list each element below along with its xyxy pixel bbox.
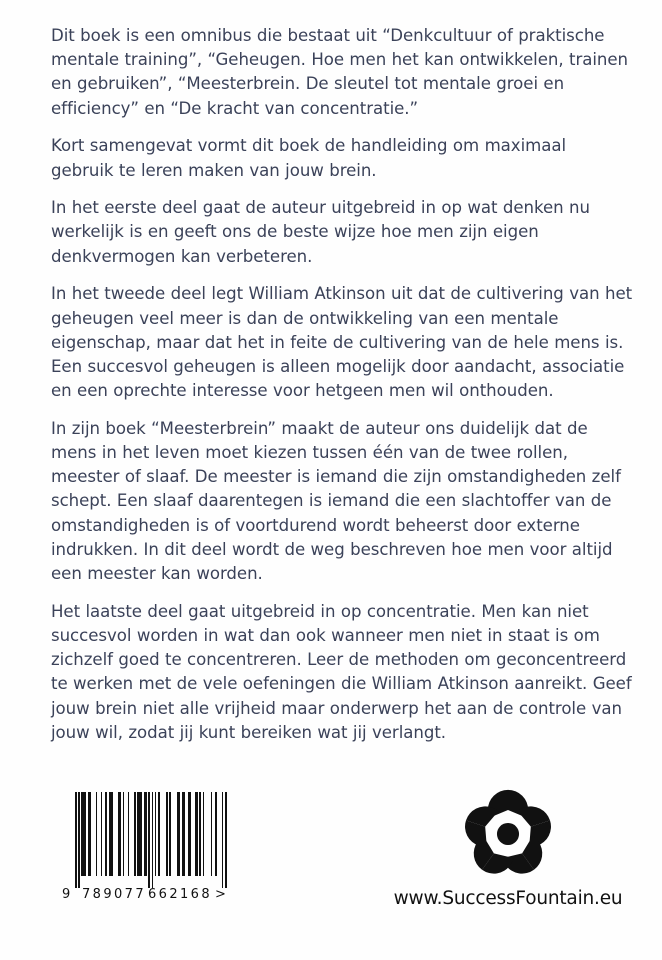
success-fountain-flower-logo-icon <box>460 786 556 882</box>
barcode-lead-digit: 9 <box>62 887 73 902</box>
blurb-paragraph-3: In het eerste deel gaat de auteur uitgebreid in op wat denken nu werkelijk is en geeft ons de beste wijze hoe men zijn eigen denkvermogen kan verbeteren. <box>51 198 590 266</box>
publisher-logo-block <box>388 786 628 909</box>
barcode-bars <box>75 792 227 888</box>
publisher-website-url: www.SuccessFountain.eu <box>393 888 623 909</box>
barcode-digits <box>60 887 250 907</box>
barcode-bar <box>225 792 227 888</box>
back-cover-blurb <box>51 24 633 745</box>
barcode-tail-marker: > <box>215 887 226 902</box>
isbn-barcode <box>60 792 250 907</box>
blurb-paragraph-4: In het tweede deel legt William Atkinson uit dat de cultivering van het geheugen veel meer is dan de ontwikkeling van een mentale eigenschap, maar dat het in feite de cultivering van de hele mens is. Een succesvol geheugen is alleen mogelijk door aandacht, associatie en een oprechte interesse voor hetgeen men wil onthouden. <box>51 284 633 401</box>
back-cover-footer <box>0 780 662 960</box>
blurb-paragraph-6: Het laatste deel gaat uitgebreid in op concentratie. Men kan niet succesvol worden in wat dan ook wanneer men niet in staat is om zichzelf goed te concentreren. Leer de methoden om geconcentreerd te werken met de vele oefeningen die William Atkinson aanreikt. Geef jouw brein niet alle vrijheid maar onderwerp het aan de controle van jouw wil, zodat jij kunt bereiken wat jij verlangt. <box>51 601 632 742</box>
blurb-paragraph-5: In zijn boek “Meesterbrein” maakt de auteur ons duidelijk dat de mens in het leven moet kiezen tussen één van de twee rollen, meester of slaaf. De meester is iemand die zijn omstandigheden zelf schept. Een slaaf daarentegen is iemand die een slachtoffer van de omstandigheden is of voortdurend wordt beheerst door externe indrukken. In dit deel wordt de weg beschreven hoe men voor altijd een meester kan worden. <box>51 418 621 584</box>
blurb-paragraph-2: Kort samengevat vormt dit boek de handleiding om maximaal gebruik te leren maken van jouw brein. <box>51 136 567 180</box>
barcode-left-group: 789077 <box>82 887 147 902</box>
barcode-right-group: 662168 <box>148 887 213 902</box>
blurb-paragraph-1: Dit boek is een omnibus die bestaat uit “Denkcultuur of praktische mentale training”, “Geheugen. Hoe men het kan ontwikkelen, trainen en gebruiken”, “Meesterbrein. De sleutel tot mentale groei en efficiency” en “De kracht van concentratie.” <box>51 26 629 118</box>
